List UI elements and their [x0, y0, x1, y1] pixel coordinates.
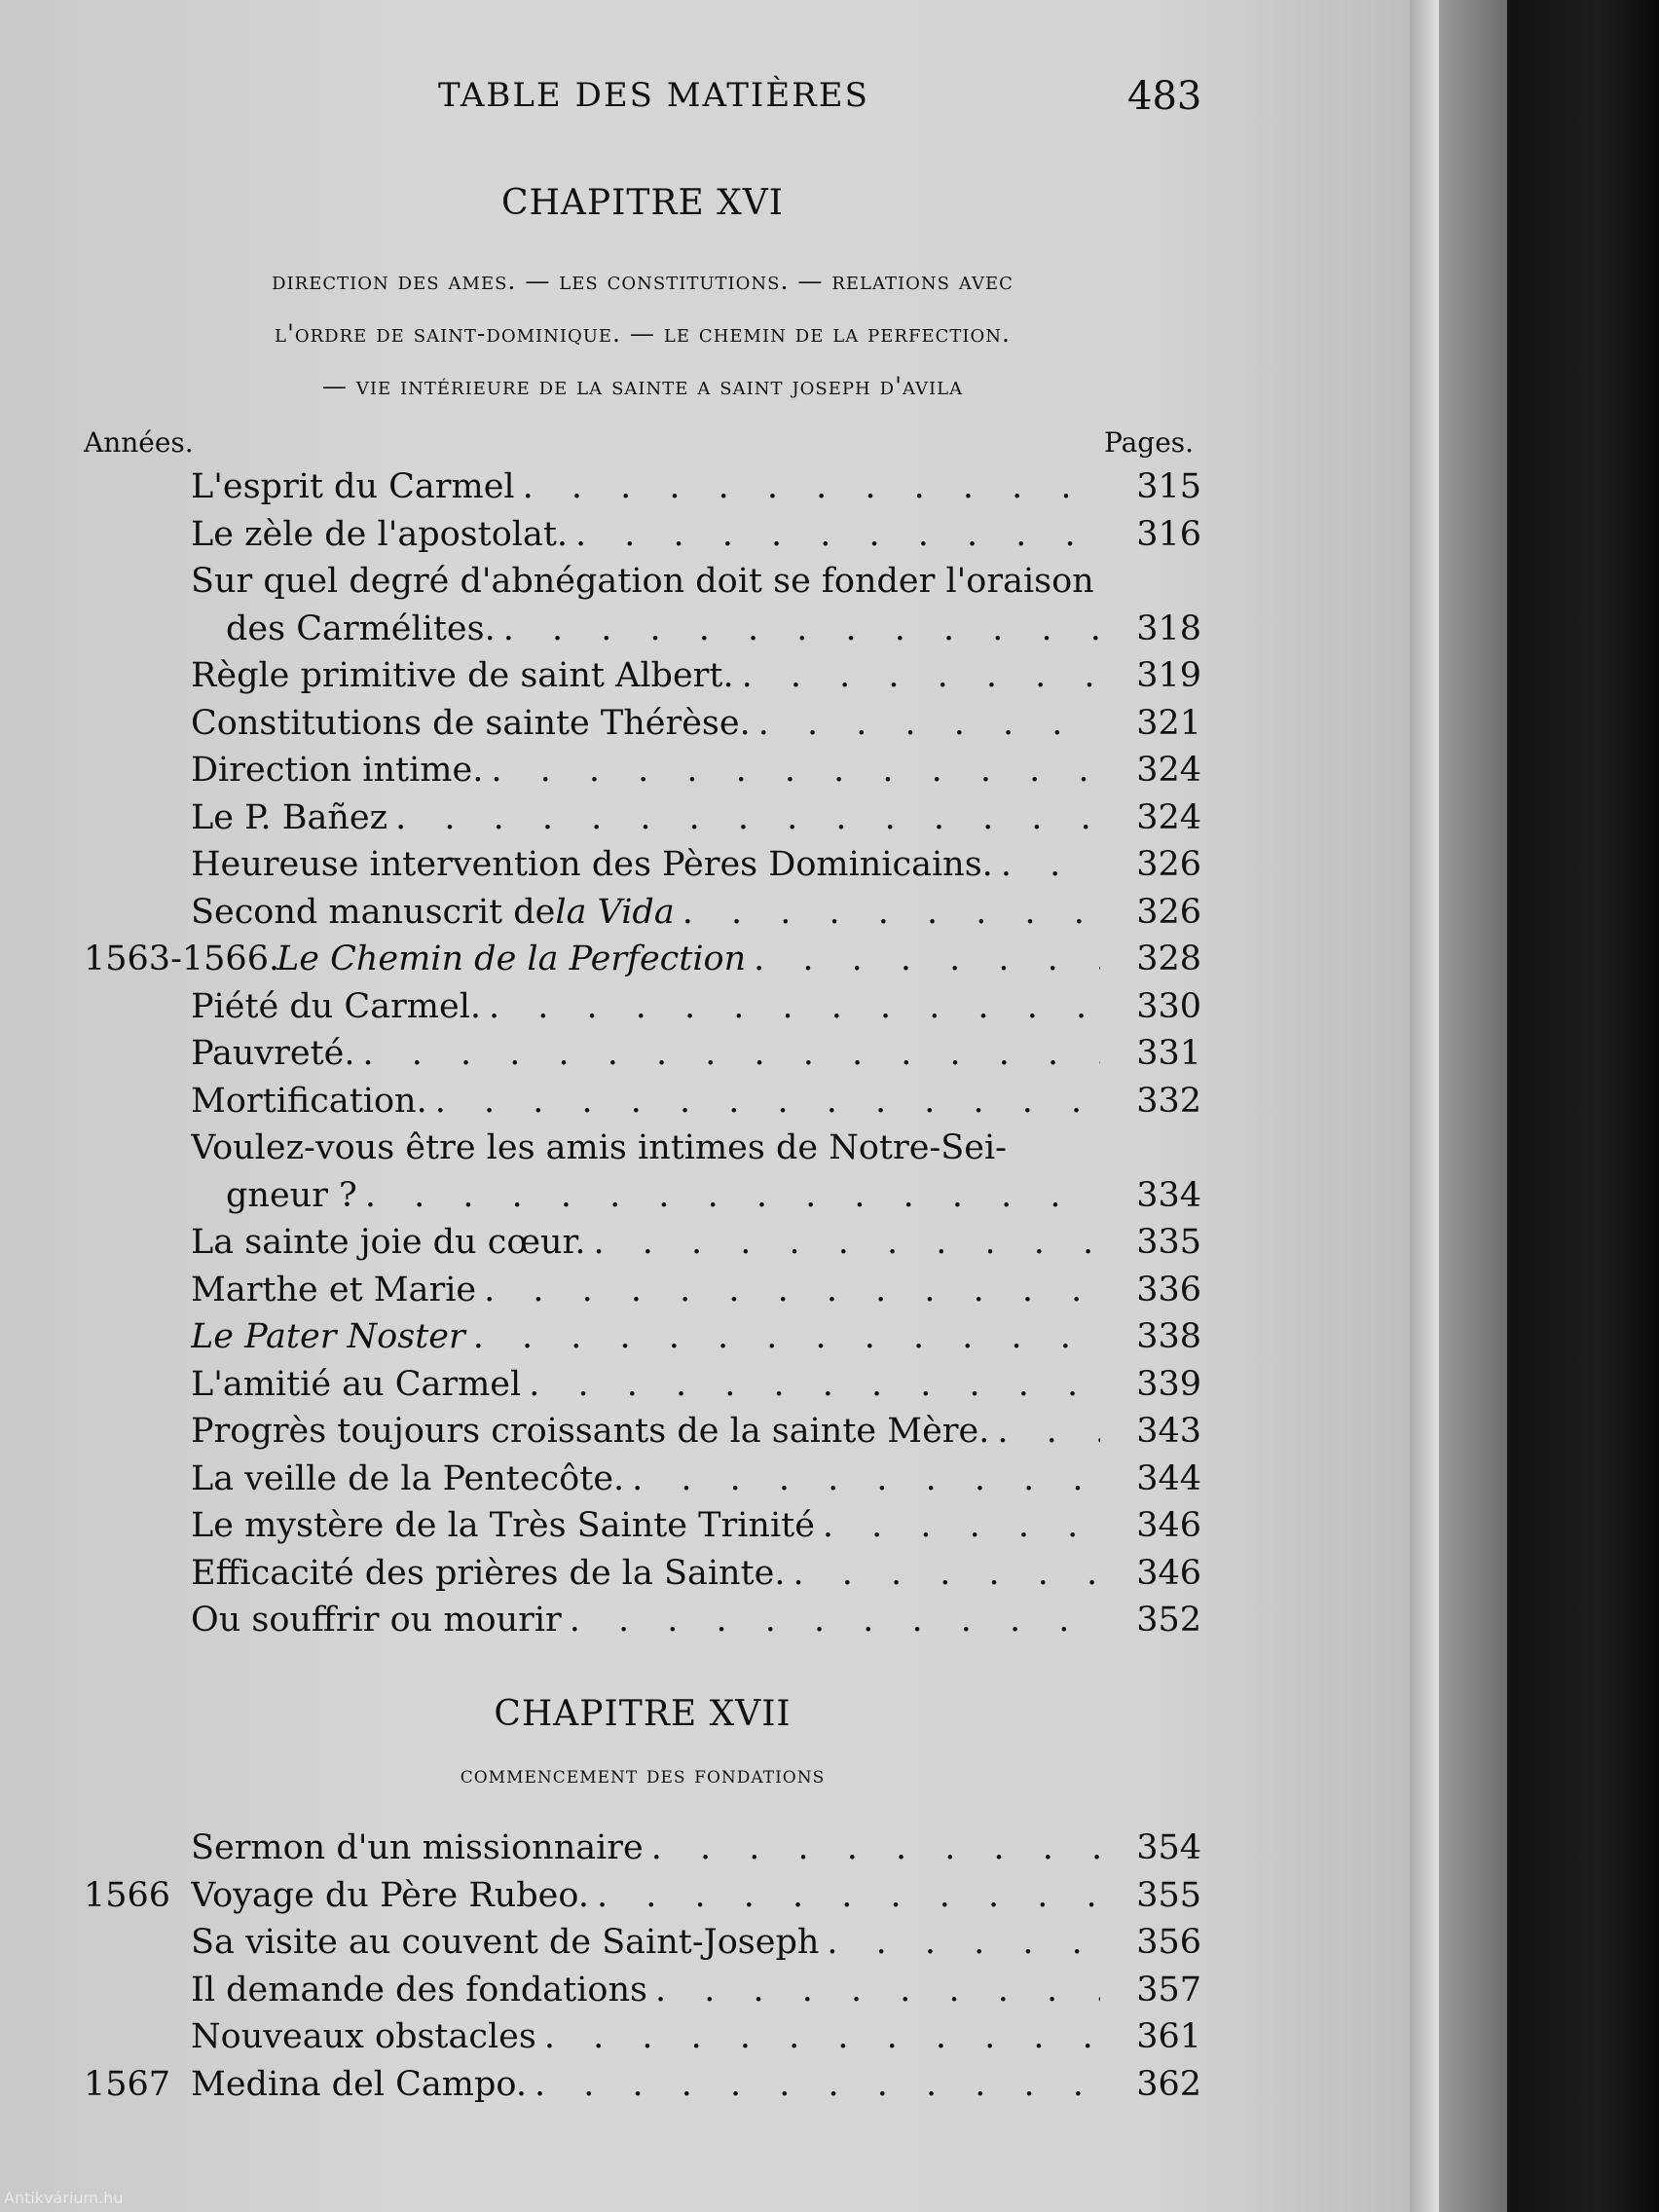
entry-page: 334: [1136, 1175, 1201, 1215]
chapter-16-title: CHAPITRE XVI: [500, 183, 785, 223]
entry-title-line: [191, 652, 1100, 699]
entry-title-line: [191, 2013, 1100, 2060]
entry-title-italic: la Vida: [555, 892, 675, 932]
dot-leader: [997, 1408, 1100, 1455]
chapter-16-subtitle-line: l'ordre de saint-dominique. — le chemin de la perfection.: [275, 319, 1011, 348]
dot-leader: [503, 606, 1100, 652]
toc-entry: [0, 606, 1266, 652]
entry-page: 344: [1136, 1458, 1201, 1498]
dot-leader: [651, 1825, 1100, 1871]
dot-leader: [365, 1172, 1100, 1219]
entry-page: 319: [1136, 656, 1201, 695]
entry-page: 328: [1136, 940, 1201, 978]
entry-title-line: [191, 747, 1100, 793]
dot-leader: [489, 983, 1100, 1030]
dot-leader: [544, 2013, 1100, 2060]
entry-page: 321: [1136, 703, 1201, 743]
entry-page: 326: [1136, 892, 1201, 932]
entry-title-line: [226, 1172, 1100, 1219]
toc-entry: [0, 1172, 1266, 1219]
entry-title: Mortification.: [191, 1081, 427, 1121]
entry-year: 1566: [84, 1875, 171, 1915]
entry-title: Le mystère de la Très Sainte Trinité: [191, 1506, 815, 1545]
dot-leader: [682, 889, 1100, 936]
entry-title-line: [191, 1550, 1100, 1597]
dot-leader: [1001, 841, 1100, 888]
toc-entry: [0, 794, 1266, 841]
toc-entry: [0, 463, 1266, 510]
toc-entry: [0, 983, 1266, 1030]
entry-title: Voulez-vous être les amis intimes de Notre-Sei-: [191, 1128, 1007, 1167]
toc-entry: [0, 2061, 1266, 2108]
entry-year: 1563-1566.: [84, 940, 280, 978]
dot-leader: [535, 2061, 1100, 2108]
entry-page: 356: [1136, 1923, 1201, 1962]
toc-entry: [0, 1872, 1266, 1919]
toc-entry: [0, 1124, 1266, 1171]
entry-title: Heureuse intervention des Pères Dominicains.: [191, 845, 993, 884]
dot-leader: [793, 1550, 1100, 1597]
entry-title: Piété du Carmel.: [191, 986, 482, 1026]
entry-title-line: [191, 1967, 1100, 2013]
entry-title-line: [191, 1919, 1100, 1966]
dot-leader: [484, 1267, 1100, 1313]
toc-entry: [0, 558, 1266, 605]
dot-leader: [523, 463, 1100, 510]
toc-entry: [0, 511, 1266, 558]
toc-entry: [0, 1456, 1266, 1502]
entry-title: Medina del Campo.: [191, 2064, 527, 2104]
entry-title: L'amitié au Carmel: [191, 1364, 522, 1404]
entry-page: 318: [1136, 608, 1201, 648]
toc-entry: [0, 1313, 1266, 1360]
running-head: TABLE DES MATIÈRES: [438, 76, 869, 115]
entry-page: 355: [1136, 1875, 1201, 1915]
years-column-label: Années.: [84, 426, 194, 459]
entry-title-line: [191, 1872, 1100, 1919]
toc-entry: [0, 1078, 1266, 1124]
chapter-16-subtitle-line: direction des ames. — les constitutions. — relations avec: [272, 267, 1014, 295]
dot-leader: [491, 747, 1100, 793]
toc-entry: [0, 2013, 1266, 2060]
entry-title-line: [191, 1597, 1100, 1643]
dot-leader: [827, 1919, 1100, 1966]
toc-entry: [0, 1550, 1266, 1597]
entry-page: 330: [1136, 986, 1201, 1026]
chapter-17-subtitle-line: commencement des fondations: [460, 1761, 826, 1788]
dot-leader: [575, 511, 1100, 558]
toc-entry: [0, 1219, 1266, 1266]
entry-page: 335: [1136, 1223, 1201, 1262]
entry-title: Progrès toujours croissants de la sainte Mère.: [191, 1412, 990, 1451]
entry-title: Sur quel degré d'abnégation doit se fonder l'oraison: [191, 562, 1094, 601]
entry-title-line: [191, 1825, 1100, 1871]
entry-page: 361: [1136, 2017, 1201, 2056]
entry-title-line: [191, 1361, 1100, 1408]
page-number: 483: [1127, 74, 1202, 119]
entry-title-line: [191, 700, 1100, 747]
entry-page: 324: [1136, 751, 1201, 790]
entry-title-line: [191, 558, 1100, 605]
dot-leader: [435, 1078, 1100, 1124]
toc-entry: [0, 1267, 1266, 1313]
entry-title-line: [191, 794, 1100, 841]
entry-page: 315: [1136, 467, 1201, 506]
entry-title-line: [191, 983, 1100, 1030]
dot-leader: [395, 794, 1100, 841]
dot-leader: [758, 700, 1100, 747]
entry-title: gneur ?: [226, 1175, 357, 1215]
entry-title: La veille de la Pentecôte.: [191, 1458, 625, 1498]
toc-entry: [0, 1361, 1266, 1408]
entry-page: 352: [1136, 1601, 1201, 1640]
entry-title-line: [191, 1267, 1100, 1313]
endpaper: [1439, 0, 1507, 2212]
entry-title: Efficacité des prières de la Sainte.: [191, 1553, 786, 1593]
entry-title-line: [191, 2061, 1100, 2108]
entry-title: Sermon d'un missionnaire: [191, 1828, 644, 1867]
dot-leader: [742, 652, 1100, 699]
toc-entry: [0, 936, 1266, 982]
dot-leader: [529, 1361, 1100, 1408]
entry-title-line: [191, 1030, 1100, 1077]
entry-title: Second manuscrit de: [191, 892, 556, 932]
entry-page: 326: [1136, 845, 1201, 884]
entry-title: Constitutions de sainte Thérèse.: [191, 703, 751, 743]
entry-title: Le P. Bañez: [191, 797, 388, 837]
toc-entry: [0, 1597, 1266, 1643]
entry-page: 346: [1136, 1553, 1201, 1593]
dot-leader: [363, 1030, 1100, 1077]
entry-title: Pauvreté.: [191, 1034, 355, 1073]
entry-title: Nouveaux obstacles: [191, 2017, 536, 2056]
entry-page: 331: [1136, 1034, 1201, 1073]
entry-title: L'esprit du Carmel: [191, 467, 515, 506]
page-fold: [1410, 0, 1439, 2212]
toc-entry: [0, 889, 1266, 936]
watermark: Antikvárium.hu: [4, 2189, 124, 2207]
entry-title-line: [191, 1502, 1100, 1549]
toc-entry: [0, 1967, 1266, 2013]
entry-title-line: [276, 936, 1100, 982]
entry-title-line: [191, 463, 1100, 510]
entry-page: 362: [1136, 2064, 1201, 2104]
entry-title-line: [191, 1124, 1100, 1171]
toc-entry: [0, 1030, 1266, 1077]
entry-title-italic: Le Pater Noster: [191, 1317, 465, 1356]
entry-title: Voyage du Père Rubeo.: [191, 1875, 589, 1915]
entry-page: 324: [1136, 797, 1201, 837]
dot-leader: [823, 1502, 1100, 1549]
toc-entry: [0, 1502, 1266, 1549]
entry-page: 357: [1136, 1970, 1201, 2009]
book-spine: [1507, 0, 1659, 2212]
chapter-16-subtitle: [97, 255, 1188, 413]
toc-entry: [0, 1919, 1266, 1966]
entry-title: La sainte joie du cœur.: [191, 1223, 586, 1262]
entry-title: Direction intime.: [191, 751, 484, 790]
entry-title: Marthe et Marie: [191, 1270, 477, 1309]
entry-page: 346: [1136, 1506, 1201, 1545]
dot-leader: [570, 1597, 1100, 1643]
entry-page: 332: [1136, 1081, 1201, 1121]
entry-title-line: [191, 1456, 1100, 1502]
entry-page: 316: [1136, 514, 1201, 554]
toc-entry: [0, 652, 1266, 699]
entry-title-line: [191, 1078, 1100, 1124]
entry-page: 354: [1136, 1828, 1201, 1867]
entry-page: 343: [1136, 1412, 1201, 1451]
entry-title: Il demande des fondations: [191, 1970, 647, 2009]
entry-title-line: [191, 1219, 1100, 1266]
entry-page: 336: [1136, 1270, 1201, 1309]
entry-title: Ou souffrir ou mourir: [191, 1601, 562, 1640]
dot-leader: [594, 1219, 1101, 1266]
pages-column-label: Pages.: [1104, 426, 1195, 459]
entry-title-line: [191, 841, 1100, 888]
dot-leader: [597, 1872, 1100, 1919]
entry-title: Le zèle de l'apostolat.: [191, 514, 569, 554]
entry-title-line: [226, 606, 1100, 652]
entry-page: 339: [1136, 1364, 1201, 1404]
entry-title-italic: Le Chemin de la Perfection: [276, 940, 747, 978]
chapter-17-title: CHAPITRE XVII: [494, 1694, 792, 1734]
toc-entry: [0, 700, 1266, 747]
dot-leader: [655, 1967, 1100, 2013]
entry-title: Règle primitive de saint Albert.: [191, 656, 734, 695]
dot-leader: [632, 1456, 1100, 1502]
dot-leader: [473, 1313, 1100, 1360]
entry-title-line: [191, 1408, 1100, 1455]
toc-entry: [0, 841, 1266, 888]
toc-entry: [0, 1408, 1266, 1455]
chapter-16-subtitle-line: — vie intérieure de la sainte a saint joseph d'avila: [321, 372, 964, 400]
entry-title-line: [191, 889, 1100, 936]
entry-year: 1567: [84, 2064, 171, 2104]
toc-entry: [0, 747, 1266, 793]
entry-title: Sa visite au couvent de Saint-Joseph: [191, 1923, 820, 1962]
entry-page: 338: [1136, 1317, 1201, 1356]
entry-title-line: [191, 511, 1100, 558]
entry-title-line: [191, 1313, 1100, 1360]
entry-title: des Carmélites.: [226, 608, 496, 648]
chapter-17-subtitle: [97, 1749, 1188, 1801]
dot-leader: [754, 936, 1100, 982]
toc-entry: [0, 1825, 1266, 1871]
